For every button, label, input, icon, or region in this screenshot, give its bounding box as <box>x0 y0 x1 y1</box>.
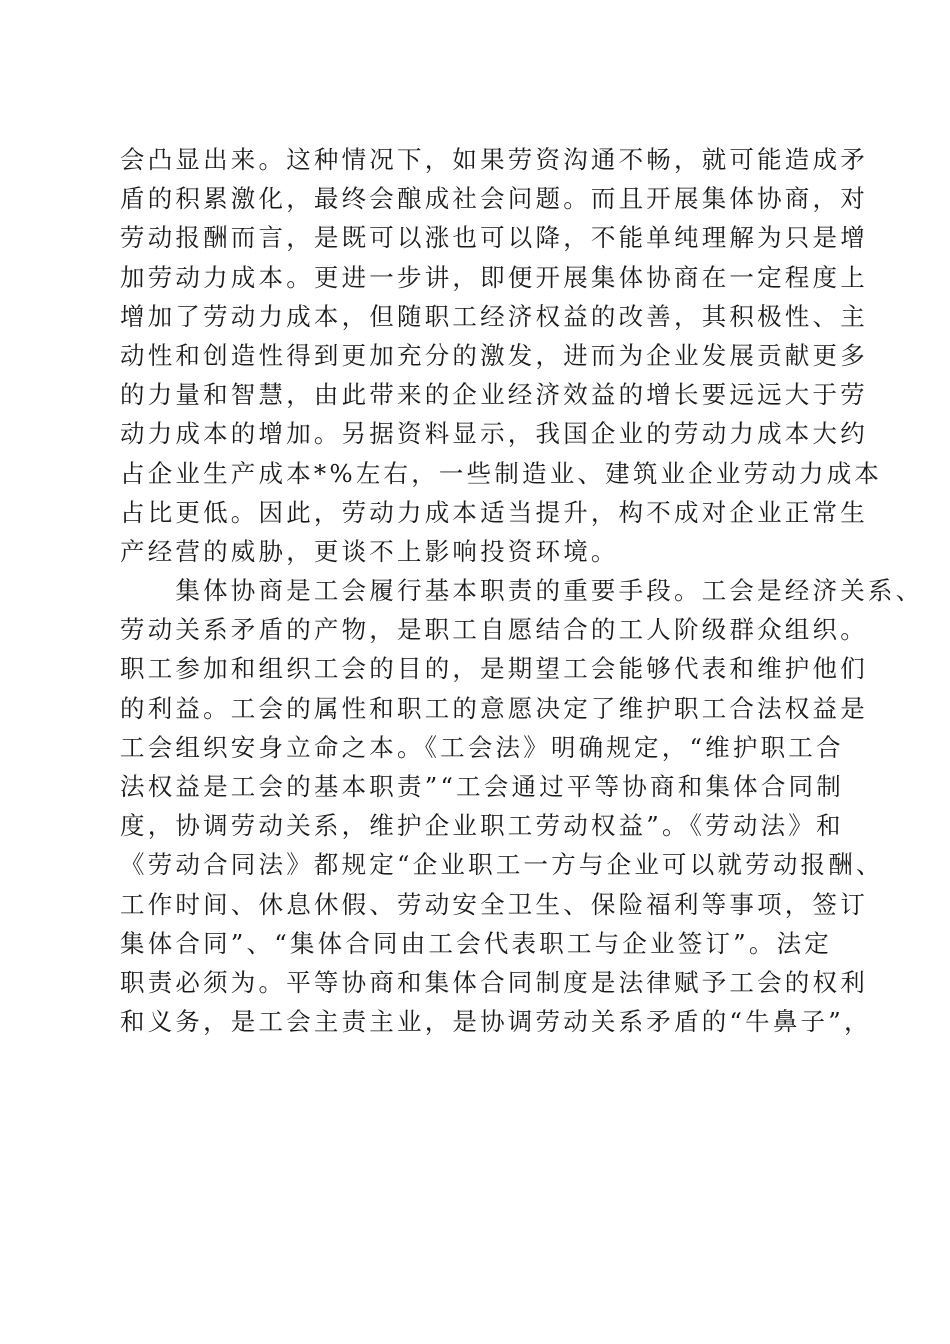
text-line: 盾的积累激化，最终会酿成社会问题。而且开展集体协商，对 <box>120 184 868 214</box>
text-line: 工会组织安身立命之本。《工会法》明确规定，“维护职工合 <box>120 732 844 762</box>
text-line: 职工参加和组织工会的目的，是期望工会能够代表和维护他们 <box>120 654 868 684</box>
text-line: 工作时间、休息休假、劳动安全卫生、保险福利等事项，签订 <box>120 889 868 919</box>
text-line: 占企业生产成本*%左右，一些制造业、建筑业企业劳动力成本 <box>120 458 883 488</box>
text-line: 产经营的威胁，更谈不上影响投资环境。 <box>120 536 619 566</box>
text-line: 劳动关系矛盾的产物，是职工自愿结合的工人阶级群众组织。 <box>120 615 868 645</box>
text-line: 集体合同”、“集体合同由工会代表职工与企业签订”。法定 <box>120 928 832 958</box>
text-line: 的利益。工会的属性和职工的意愿决定了维护职工合法权益是 <box>120 693 868 723</box>
text-line: 动力成本的增加。另据资料显示，我国企业的劳动力成本大约 <box>120 419 868 449</box>
text-line: 会凸显出来。这种情况下，如果劳资沟通不畅，就可能造成矛 <box>120 145 868 174</box>
text-line: 集体协商是工会履行基本职责的重要手段。工会是经济关系、 <box>120 576 924 606</box>
text-line: 《劳动合同法》都规定“企业职工一方与企业可以就劳动报酬、 <box>120 850 884 880</box>
text-line: 占比更低。因此，劳动力成本适当提升，构不成对企业正常生 <box>120 497 868 527</box>
text-line: 度，协调劳动关系，维护企业职工劳动权益”。《劳动法》和 <box>120 811 844 841</box>
text-line: 动性和创造性得到更加充分的激发，进而为企业发展贡献更多 <box>120 340 868 370</box>
text-line: 法权益是工会的基本职责”“工会通过平等协商和集体合同制 <box>120 772 844 801</box>
text-line: 职责必须为。平等协商和集体合同制度是法律赋予工会的权利 <box>120 967 868 997</box>
body-text <box>120 140 924 1041</box>
text-line: 加劳动力成本。更进一步讲，即便开展集体协商在一定程度上 <box>120 262 868 292</box>
text-line: 和义务，是工会主责主业，是协调劳动关系矛盾的“牛鼻子”， <box>120 1007 872 1037</box>
text-line: 的力量和智慧，由此带来的企业经济效益的增长要远远大于劳 <box>120 380 868 410</box>
text-line: 劳动报酬而言，是既可以涨也可以降，不能单纯理解为只是增 <box>120 223 868 253</box>
text-line: 增加了劳动力成本，但随职工经济权益的改善，其积极性、主 <box>120 301 868 331</box>
